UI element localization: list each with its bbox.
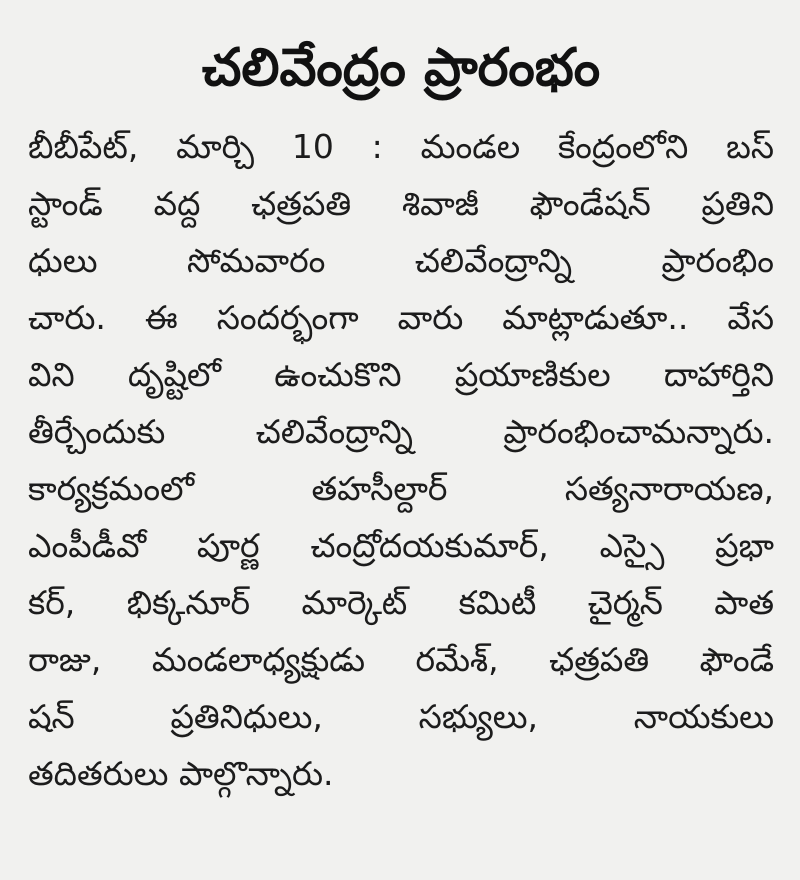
article-line: ఎంపీడీవో పూర్ణ చంద్రోదయకుమార్, ఎస్సై ప్రభా <box>28 526 774 565</box>
article-line: బీబీపేట్, మార్చి 10 : మండల కేంద్రంలోని బస్ <box>28 127 774 166</box>
article-line: కర్, భిక్కనూర్ మార్కెట్ కమిటీ చైర్మన్ పాత <box>28 583 774 622</box>
article-body <box>28 118 774 802</box>
article-line: స్టాండ్ వద్ద ఛత్రపతి శివాజీ ఫౌండేషన్ ప్రతిని <box>28 184 774 223</box>
article-line: రాజు, మండలాధ్యక్షుడు రమేశ్, ఛత్రపతి ఫౌండే <box>28 640 774 679</box>
article-line: తీర్చేందుకు చలివేంద్రాన్ని ప్రారంభించామన్నారు. <box>28 412 774 451</box>
article-line: విని దృష్టిలో ఉంచుకొని ప్రయాణికుల దాహార్తిని <box>28 355 774 394</box>
article-line: చారు. ఈ సందర్భంగా వారు మాట్లాడుతూ.. వేస <box>28 298 774 337</box>
article-line: కార్యక్రమంలో తహసీల్దార్ సత్యనారాయణ, <box>28 469 774 508</box>
article-headline: చలివేంద్రం ప్రారంభం <box>201 38 601 98</box>
article-line: తదితరులు పాల్గొన్నారు. <box>28 754 334 793</box>
article-line: ధులు సోమవారం చలివేంద్రాన్ని ప్రారంభిం <box>28 241 774 280</box>
article-line: షన్ ప్రతినిధులు, సభ్యులు, నాయకులు <box>28 697 774 736</box>
